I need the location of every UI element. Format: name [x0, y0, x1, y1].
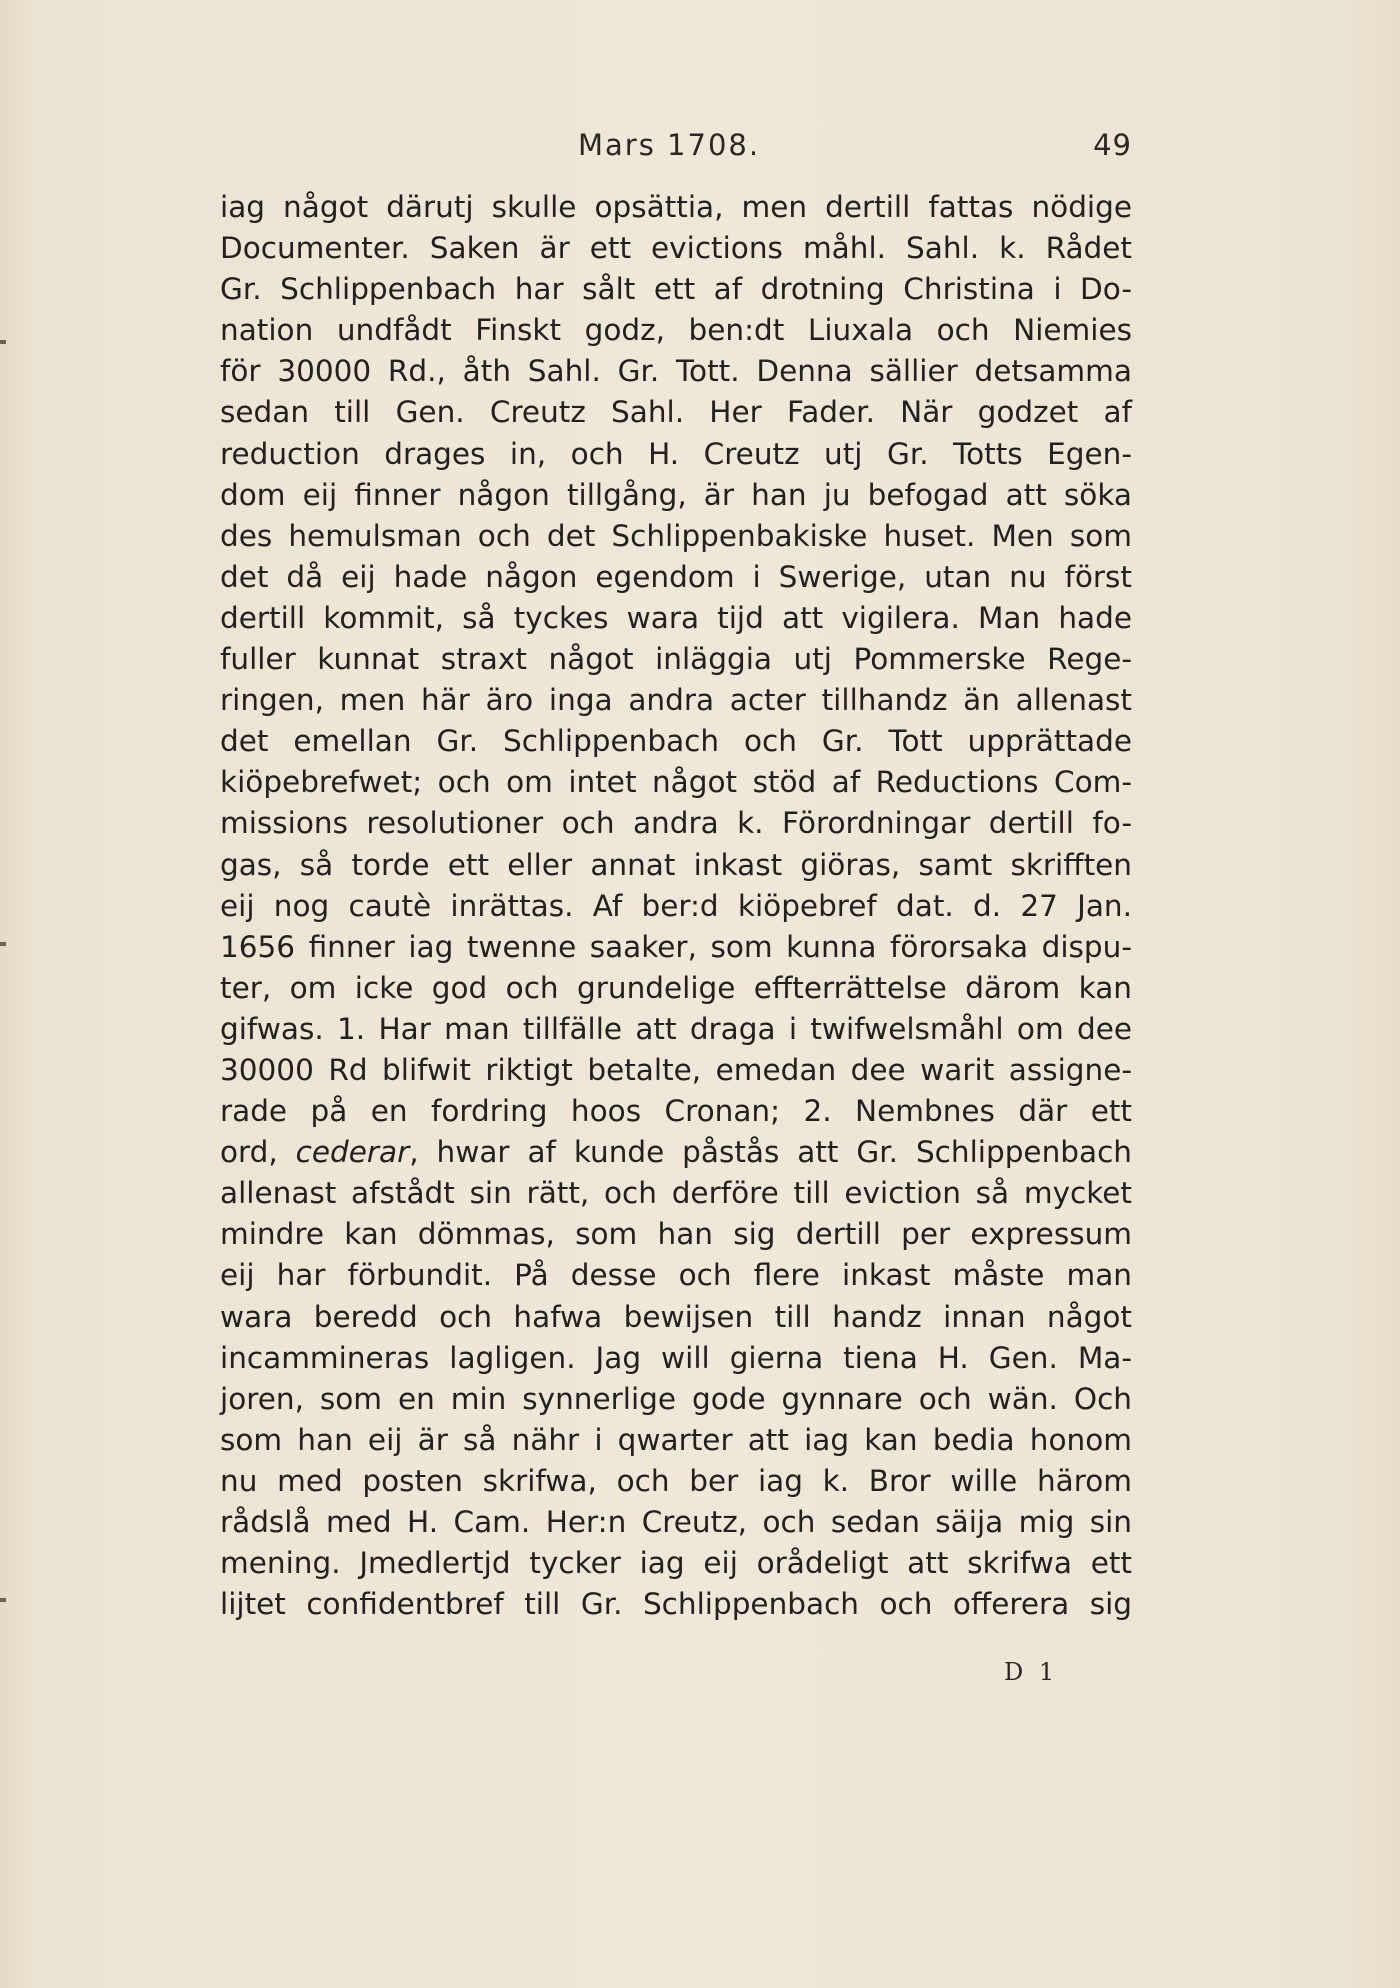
text-line: mening. Jmedlertjd tycker iag eij orådeligt att skrifwa ett [220, 1546, 1132, 1581]
page-number: 49 [1093, 128, 1132, 162]
text-line: gas, så torde ett eller annat inkast giöras, samt skrifften [220, 847, 1132, 882]
text-line: ter, om icke god och grundelige effterrättelse därom kan [220, 970, 1132, 1005]
text-line: reduction drages in, och H. Creutz utj Gr. Totts Egen- [220, 436, 1132, 471]
text-line: lijtet confidentbref till Gr. Schlippenbach och offerera sig [220, 1587, 1132, 1622]
page-edge-mark [0, 1598, 6, 1602]
page-edge-mark [0, 340, 6, 344]
text-line: rådslå med H. Cam. Her:n Creutz, och sedan säija mig sin [220, 1505, 1132, 1539]
text-line: mindre kan dömmas, som han sig dertill per expressum [220, 1217, 1132, 1252]
running-title: Mars 1708. [578, 128, 761, 162]
text-line: iag något därutj skulle opsättia, men dertill fattas nödige [220, 190, 1132, 224]
text-line: eij har förbundit. På desse och flere inkast måste man [220, 1258, 1132, 1293]
text-line: kiöpebrefwet; och om intet något stöd af Reductions Com- [220, 765, 1132, 800]
text-line: dertill kommit, så tyckes wara tijd att vigilera. Man hade [220, 600, 1132, 635]
text-line: dom eij finner någon tillgång, är han ju befogad att söka [220, 477, 1132, 512]
text-line: ringen, men här äro inga andra acter tillhandz än allenast [220, 683, 1132, 718]
text-line: allenast afstådt sin rätt, och derföre till eviction så mycket [220, 1176, 1132, 1211]
text-line: Gr. Schlippenbach har sålt ett af drotning Christina i Do- [220, 272, 1132, 307]
body-text [220, 187, 1132, 1625]
text-line: incammineras lagligen. Jag will gierna tiena H. Gen. Ma- [220, 1340, 1132, 1375]
text-line: eij nog cautè inrättas. Af ber:d kiöpebref dat. d. 27 Jan. [220, 888, 1132, 923]
text-line: gifwas. 1. Har man tillfälle att draga i twifwelsmåhl om dee [220, 1011, 1132, 1046]
text-line: rade på en fordring hoos Cronan; 2. Nembnes där ett [220, 1094, 1132, 1129]
text-line: som han eij är så nähr i qwarter att iag kan bedia honom [220, 1422, 1132, 1457]
text-line: det emellan Gr. Schlippenbach och Gr. Tott upprättade [220, 724, 1132, 759]
text-line: nu med posten skrifwa, och ber iag k. Bror wille härom [220, 1463, 1132, 1498]
text-line: ord, cederar, hwar af kunde påstås att Gr. Schlippenbach [220, 1135, 1132, 1170]
text-line: 1656 finner iag twenne saaker, som kunna förorsaka dispu- [220, 929, 1132, 964]
text-line: wara beredd och hafwa bewijsen till handz innan något [220, 1299, 1132, 1334]
text-line: 30000 Rd blifwit riktigt betalte, emedan dee warit assigne- [220, 1052, 1132, 1087]
text-line: det då eij hade någon egendom i Swerige, utan nu först [220, 559, 1132, 594]
text-line: des hemulsman och det Schlippenbakiske huset. Men som [220, 518, 1132, 553]
page-header [578, 128, 1132, 168]
text-line: för 30000 Rd., åth Sahl. Gr. Tott. Denna sällier detsamma [220, 354, 1132, 389]
text-line: fuller kunnat straxt något inläggia utj Pommerske Rege- [220, 642, 1132, 677]
text-line: joren, som en min synnerlige gode gynnare och wän. Och [220, 1381, 1132, 1416]
text-line: Documenter. Saken är ett evictions måhl. Sahl. k. Rådet [220, 231, 1132, 266]
text-line: sedan till Gen. Creutz Sahl. Her Fader. När godzet af [220, 395, 1132, 430]
text-line: nation undfådt Finskt godz, ben:dt Liuxala och Niemies [220, 313, 1132, 348]
text-line: missions resolutioner och andra k. Förordningar dertill fo- [220, 806, 1132, 841]
page-edge-mark [0, 942, 6, 946]
printer-signature-mark: D 1 [1004, 1658, 1059, 1686]
